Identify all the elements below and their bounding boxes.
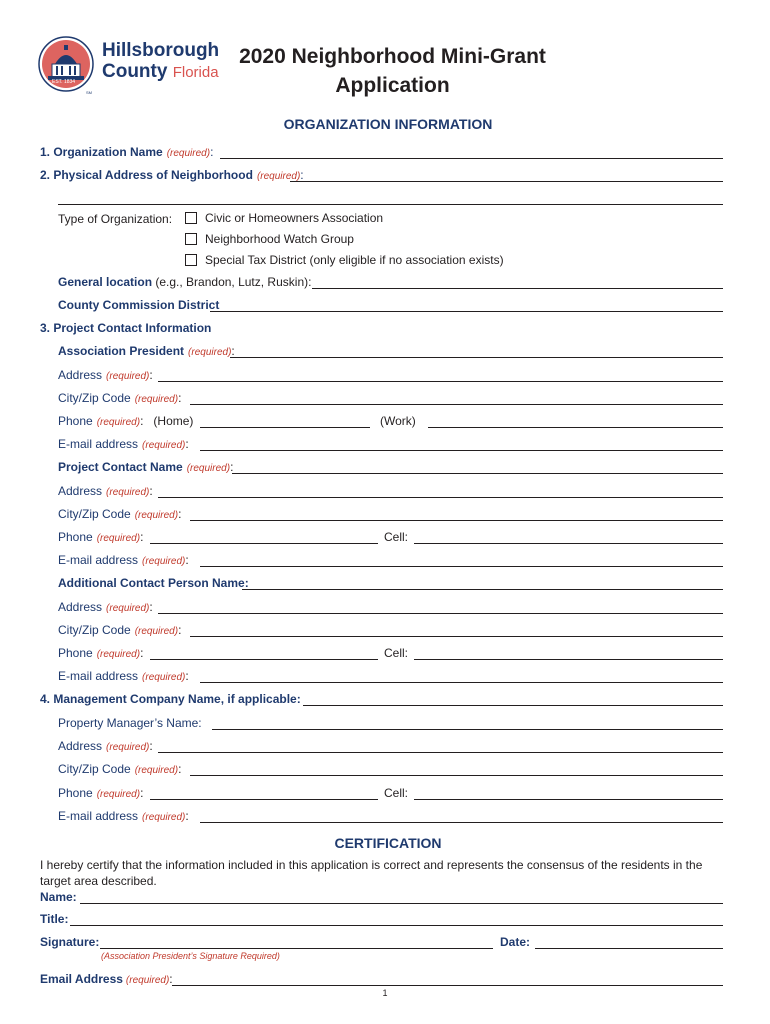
logo-county-text: County xyxy=(102,61,168,82)
president-phone-row: Phone (required) : (Home) xyxy=(58,414,194,428)
county-district-label: County Commission District xyxy=(58,298,220,312)
city-zip-label: City/Zip Code xyxy=(58,762,131,776)
cert-email-row: Email Address (required) : xyxy=(40,972,173,986)
contact-address-field[interactable] xyxy=(158,497,723,498)
manager-phone-field[interactable] xyxy=(150,799,378,800)
cert-title-field[interactable] xyxy=(70,925,723,926)
president-city-row: City/Zip Code (required) : xyxy=(58,391,182,405)
cert-signature-row xyxy=(40,933,99,949)
contact-cell-field[interactable] xyxy=(414,543,723,544)
watch-checkbox[interactable] xyxy=(185,233,197,245)
trademark: SM xyxy=(86,90,92,95)
option-civic xyxy=(185,211,383,225)
cell-label: Cell: xyxy=(384,646,409,660)
required-tag: (required) xyxy=(142,812,186,823)
page-number: 1 xyxy=(382,988,388,998)
general-location-hint: (e.g., Brandon, Lutz, Ruskin): xyxy=(152,275,312,289)
required-tag: (required) xyxy=(96,533,141,544)
required-tag: (required) xyxy=(106,603,150,614)
contact-phone-row: Phone (required) : xyxy=(58,530,144,544)
additional-phone-field[interactable] xyxy=(150,659,378,660)
certification-statement: I hereby certify that the information included in this application is correct and represents the consensus of the residents in the target area described. xyxy=(40,858,703,888)
q4-label: 4. Management Company Name, if applicable: xyxy=(40,692,301,706)
required-tag: (required) xyxy=(142,440,186,451)
q3-label: 3. Project Contact Information xyxy=(40,321,212,335)
title-line1: 2020 Neighborhood Mini-Grant xyxy=(239,45,546,68)
additional-contact-label: Additional Contact Person Name: xyxy=(58,576,249,590)
additional-city-row: City/Zip Code (required) : xyxy=(58,623,182,637)
email-label: E-mail address xyxy=(58,437,139,451)
manager-city-row: City/Zip Code (required) : xyxy=(58,762,182,776)
additional-email-row: E-mail address (required) : xyxy=(58,669,189,683)
county-district-row xyxy=(58,296,219,312)
general-location-label: General location xyxy=(58,275,153,289)
organization-name-field[interactable] xyxy=(220,158,723,159)
cert-title-row xyxy=(40,910,68,926)
required-tag: (required) xyxy=(106,487,150,498)
project-contact-label: Project Contact Name xyxy=(58,460,183,474)
section-heading-organization: ORGANIZATION INFORMATION xyxy=(283,116,493,132)
title-line2: Application xyxy=(335,74,450,97)
cert-email-field[interactable] xyxy=(172,985,723,986)
city-zip-label: City/Zip Code xyxy=(58,623,131,637)
president-row: Association President (required) : xyxy=(58,344,235,358)
general-location-row xyxy=(58,273,311,289)
cert-date-field[interactable] xyxy=(535,948,723,949)
q1-row: 1. Organization Name (required) : xyxy=(40,145,214,159)
seal-est-text: EST. 1834 xyxy=(52,79,76,85)
required-tag: (required) xyxy=(186,463,231,474)
additional-phone-row: Phone (required) : xyxy=(58,646,144,660)
required-tag: (required) xyxy=(134,394,179,405)
city-zip-label: City/Zip Code xyxy=(58,507,131,521)
general-location-field[interactable] xyxy=(312,288,723,289)
cert-name-label: Name: xyxy=(40,890,77,904)
property-manager-row xyxy=(58,714,202,730)
president-home-phone-field[interactable] xyxy=(200,427,370,428)
additional-cell-field[interactable] xyxy=(414,659,723,660)
additional-address-field[interactable] xyxy=(158,613,723,614)
phone-label: Phone xyxy=(58,786,93,800)
additional-contact-row xyxy=(58,574,249,590)
required-tag: (required) xyxy=(134,765,179,776)
additional-city-field[interactable] xyxy=(190,636,723,637)
option-tax xyxy=(185,253,504,267)
contact-phone-field[interactable] xyxy=(150,543,378,544)
required-tag: (required) xyxy=(106,742,150,753)
manager-address-row: Address (required) : xyxy=(58,739,153,753)
property-manager-field[interactable] xyxy=(212,729,723,730)
cert-signature-field[interactable] xyxy=(100,948,493,949)
q3-row xyxy=(40,319,211,335)
required-tag: (required) xyxy=(166,148,211,159)
manager-cell-field[interactable] xyxy=(414,799,723,800)
section-heading-certification: CERTIFICATION xyxy=(334,835,442,851)
physical-address-field-line2[interactable] xyxy=(58,204,723,205)
additional-address-row: Address (required) : xyxy=(58,600,153,614)
manager-phone-row: Phone (required) : xyxy=(58,786,144,800)
president-email-row: E-mail address (required) : xyxy=(58,437,189,451)
phone-label: Phone xyxy=(58,646,93,660)
president-city-field[interactable] xyxy=(190,404,723,405)
address-label: Address xyxy=(58,368,103,382)
address-label: Address xyxy=(58,600,103,614)
management-company-field[interactable] xyxy=(303,705,723,706)
q2-row: 2. Physical Address of Neighborhood (required) : xyxy=(40,168,304,182)
phone-label: Phone xyxy=(58,530,93,544)
email-label: E-mail address xyxy=(58,669,139,683)
q2-label: 2. Physical Address of Neighborhood xyxy=(40,168,253,182)
tax-checkbox[interactable] xyxy=(185,254,197,266)
required-tag: (required) xyxy=(96,417,141,428)
cert-signature-label: Signature: xyxy=(40,935,100,949)
contact-city-row: City/Zip Code (required) : xyxy=(58,507,182,521)
cert-date-label: Date: xyxy=(500,935,531,949)
address-label: Address xyxy=(58,484,103,498)
address-label: Address xyxy=(58,739,103,753)
watch-label: Neighborhood Watch Group xyxy=(205,232,354,246)
manager-city-field[interactable] xyxy=(190,775,723,776)
work-label: (Work) xyxy=(380,414,416,428)
type-of-org-label: Type of Organization: xyxy=(58,212,173,226)
cert-name-field[interactable] xyxy=(80,903,723,904)
logo-name-line1: Hillsborough xyxy=(102,40,220,61)
page-title xyxy=(220,42,565,100)
civic-label: Civic or Homeowners Association xyxy=(205,211,384,225)
president-address-row: Address (required) : xyxy=(58,368,153,382)
cert-email-label: Email Address xyxy=(40,972,123,986)
required-tag: (required) xyxy=(142,556,186,567)
cert-title-label: Title: xyxy=(40,912,69,926)
logo-name-line2 xyxy=(102,61,219,83)
president-name-field[interactable] xyxy=(230,357,723,358)
city-zip-label: City/Zip Code xyxy=(58,391,131,405)
home-label: (Home) xyxy=(153,414,194,428)
tax-label: Special Tax District (only eligible if no association exists) xyxy=(205,253,504,267)
email-label: E-mail address xyxy=(58,809,139,823)
signature-note: (Association President’s Signature Required) xyxy=(101,951,280,961)
president-email-field[interactable] xyxy=(200,450,723,451)
q1-label: 1. Organization Name xyxy=(40,145,163,159)
property-manager-label: Property Manager’s Name: xyxy=(58,716,202,730)
president-address-field[interactable] xyxy=(158,381,723,382)
president-work-phone-field[interactable] xyxy=(428,427,723,428)
cell-label: Cell: xyxy=(384,786,409,800)
county-logo xyxy=(38,34,218,96)
contact-email-field[interactable] xyxy=(200,566,723,567)
civic-checkbox[interactable] xyxy=(185,212,197,224)
required-tag: (required) xyxy=(96,789,141,800)
contact-city-field[interactable] xyxy=(190,520,723,521)
manager-email-field[interactable] xyxy=(200,822,723,823)
physical-address-field[interactable] xyxy=(290,181,723,182)
q4-row xyxy=(40,690,301,706)
required-tag: (required) xyxy=(188,347,232,358)
cell-label: Cell: xyxy=(384,530,409,544)
email-label: E-mail address xyxy=(58,553,139,567)
president-label: Association President xyxy=(58,344,185,358)
required-tag: (required) xyxy=(134,510,179,521)
manager-email-row: E-mail address (required) : xyxy=(58,809,189,823)
phone-label: Phone xyxy=(58,414,93,428)
manager-address-field[interactable] xyxy=(158,752,723,753)
required-tag: (required) xyxy=(134,626,179,637)
county-district-field[interactable] xyxy=(210,311,723,312)
project-contact-row: Project Contact Name (required) : xyxy=(58,460,234,474)
required-tag: (required) xyxy=(256,171,301,182)
required-tag: (required) xyxy=(96,649,141,660)
contact-address-row: Address (required) : xyxy=(58,484,153,498)
option-watch xyxy=(185,232,354,246)
contact-email-row: E-mail address (required) : xyxy=(58,553,189,567)
required-tag: (required) xyxy=(106,371,150,382)
logo-state-text: Florida xyxy=(172,64,219,81)
additional-email-field[interactable] xyxy=(200,682,723,683)
cert-name-row xyxy=(40,888,77,904)
required-tag: (required) xyxy=(142,672,186,683)
required-tag: (required) xyxy=(125,975,170,986)
additional-contact-name-field[interactable] xyxy=(242,589,723,590)
project-contact-name-field[interactable] xyxy=(232,473,723,474)
